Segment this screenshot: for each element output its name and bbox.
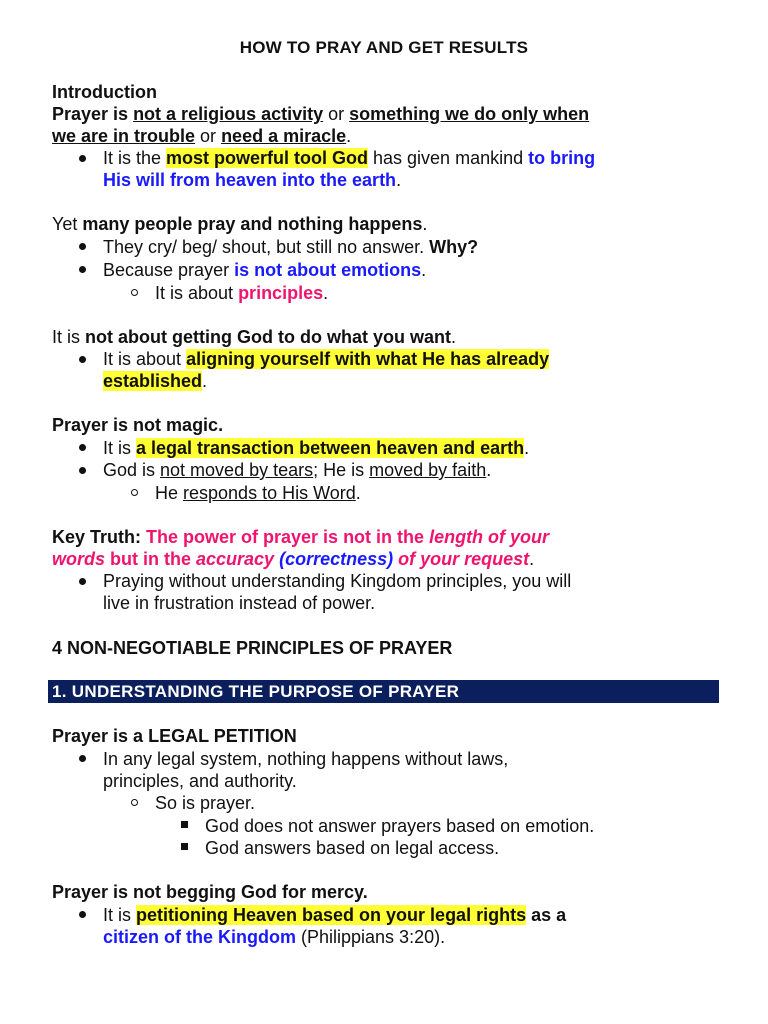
intro-bullet-1-cont: His will from heaven into the earth.: [103, 170, 402, 190]
legal-sub-sub-bullet-1: God does not answer prayers based on emotion.: [205, 816, 595, 836]
legal-sub-bullet-1: So is prayer.: [155, 793, 256, 813]
bullet-dot-icon: [79, 578, 86, 585]
magic-heading: Prayer is not magic.: [52, 415, 224, 435]
notabout-bullet-1: It is about aligning yourself with what He has already: [103, 349, 550, 369]
yet-bullet-1: They cry/ beg/ shout, but still no answer. Why?: [103, 237, 479, 257]
bullet-dot-icon: [79, 755, 86, 762]
sub-sub-bullet-square-icon: [181, 843, 188, 850]
bullet-dot-icon: [79, 266, 86, 273]
key-truth-line-1: Key Truth: The power of prayer is not in the length of your: [52, 527, 550, 547]
sub-bullet-circle-icon: [131, 289, 138, 296]
legal-bullet-1: In any legal system, nothing happens without laws,: [103, 749, 509, 769]
intro-line-2: we are in trouble or need a miracle.: [52, 126, 352, 146]
yet-paragraph: Yet many people pray and nothing happens.: [52, 214, 428, 234]
begging-bullet-1-cont: citizen of the Kingdom (Philippians 3:20).: [103, 927, 446, 947]
key-bullet-1: Praying without understanding Kingdom principles, you will: [103, 571, 572, 591]
document-title: HOW TO PRAY AND GET RESULTS: [239, 38, 529, 57]
legal-petition-heading: Prayer is a LEGAL PETITION: [52, 726, 297, 746]
intro-heading: Introduction: [52, 82, 157, 102]
sub-bullet-circle-icon: [131, 799, 138, 806]
sub-bullet-circle-icon: [131, 489, 138, 496]
key-bullet-1-cont: live in frustration instead of power.: [103, 593, 376, 613]
section-1-banner: 1. UNDERSTANDING THE PURPOSE OF PRAYER: [48, 680, 719, 703]
yet-sub-bullet-1: It is about principles.: [155, 283, 329, 303]
bullet-dot-icon: [79, 356, 86, 363]
bullet-dot-icon: [79, 155, 86, 162]
intro-line-1: Prayer is not a religious activity or something we do only when: [52, 104, 590, 124]
notabout-paragraph: It is not about getting God to do what you want.: [52, 327, 456, 347]
magic-sub-bullet-1: He responds to His Word.: [155, 483, 361, 503]
legal-sub-sub-bullet-2: God answers based on legal access.: [205, 838, 500, 858]
legal-bullet-1-cont: principles, and authority.: [103, 771, 297, 791]
begging-bullet-1: It is petitioning Heaven based on your legal rights as a: [103, 905, 567, 925]
principles-heading: 4 NON-NEGOTIABLE PRINCIPLES OF PRAYER: [52, 638, 453, 658]
yet-bullet-2: Because prayer is not about emotions.: [103, 260, 427, 280]
bullet-dot-icon: [79, 243, 86, 250]
intro-bullet-1: It is the most powerful tool God has given mankind to bring: [103, 148, 596, 168]
bullet-dot-icon: [79, 444, 86, 451]
sub-sub-bullet-square-icon: [181, 821, 188, 828]
magic-bullet-2: God is not moved by tears; He is moved by faith.: [103, 460, 492, 480]
bullet-dot-icon: [79, 467, 86, 474]
notabout-bullet-1-cont: established.: [103, 371, 208, 391]
begging-heading: Prayer is not begging God for mercy.: [52, 882, 368, 902]
magic-bullet-1: It is a legal transaction between heaven and earth.: [103, 438, 530, 458]
bullet-dot-icon: [79, 911, 86, 918]
key-truth-line-2: words but in the accuracy (correctness) of your request.: [52, 549, 535, 569]
